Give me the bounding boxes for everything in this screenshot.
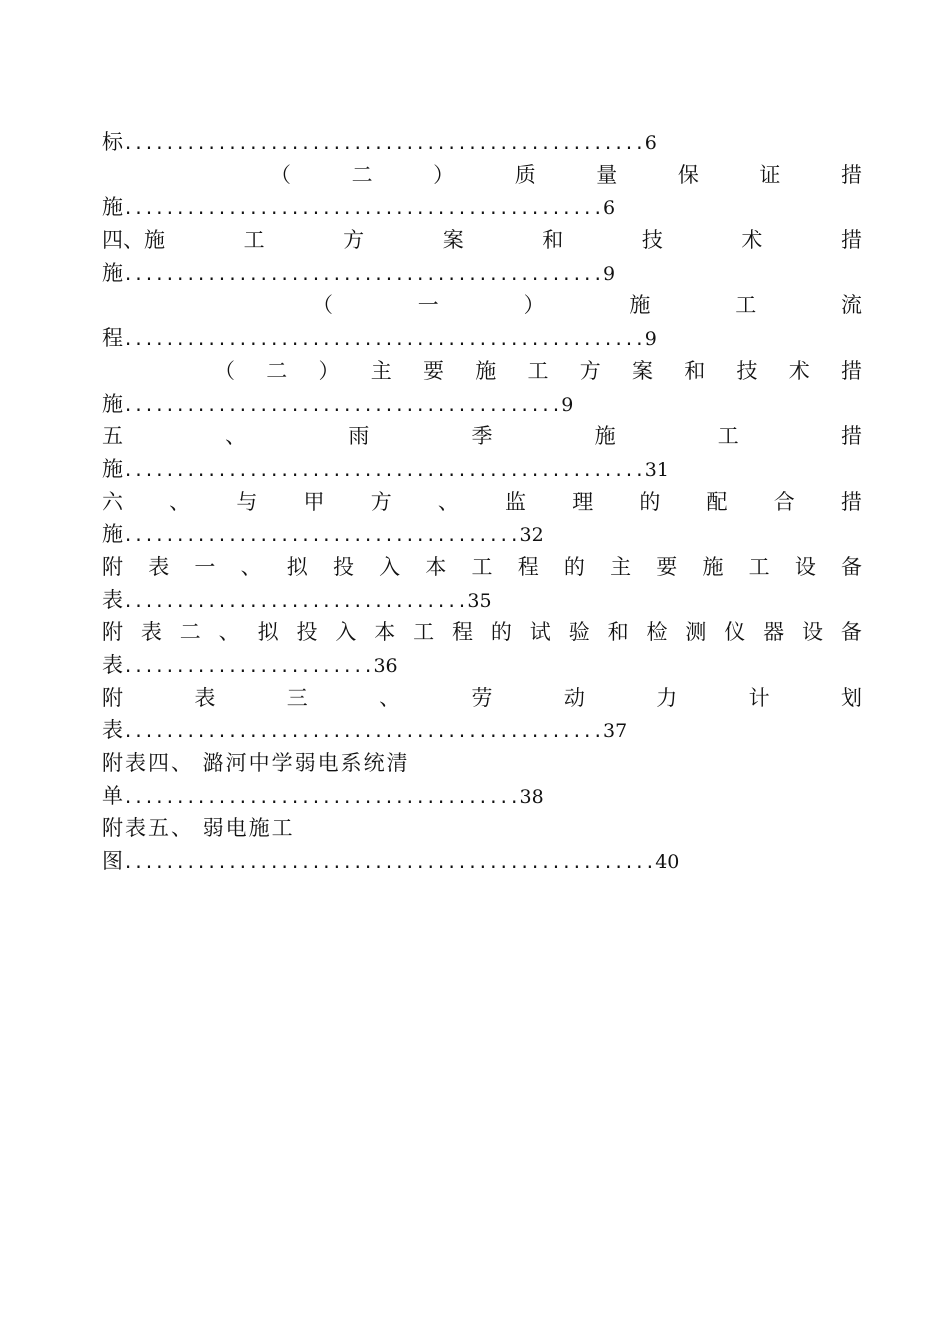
toc-line (102, 616, 862, 649)
toc-heading-char: 主 (610, 554, 632, 579)
toc-heading-end: 表 (102, 718, 123, 743)
toc-heading-char: 、 (240, 554, 262, 579)
toc-heading-char: 仪 (724, 620, 746, 645)
toc-heading-char: 术 (741, 228, 763, 253)
toc-line (102, 812, 862, 845)
dot-leader: .................................................. (123, 460, 645, 481)
toc-heading-char: 附 (102, 620, 123, 645)
page-number: 32 (519, 524, 544, 547)
toc-heading-char: 动 (563, 685, 585, 710)
toc-heading-end: 图 (102, 849, 123, 874)
toc-heading-char: 入 (379, 554, 401, 579)
toc-heading-char: 验 (568, 620, 590, 645)
toc-heading-char: 和 (684, 358, 706, 383)
toc-heading-char: 案 (442, 228, 464, 253)
page-number: 37 (603, 720, 628, 743)
toc-heading-char: 本 (425, 554, 447, 579)
toc-heading-char: 施 (475, 358, 497, 383)
toc-heading-char: 入 (335, 620, 357, 645)
dot-leader: .............................................. (123, 199, 604, 220)
toc-heading-char: 投 (296, 620, 318, 645)
toc-heading-char: 雨 (348, 424, 370, 449)
toc-line (102, 191, 862, 224)
toc-heading-char: 甲 (303, 489, 325, 514)
toc-heading-char: 、 (379, 685, 401, 710)
toc-line (102, 126, 862, 159)
toc-heading-char: 工 (527, 358, 549, 383)
page-number: 40 (655, 851, 680, 874)
toc-line (102, 682, 862, 715)
toc-line (102, 224, 862, 257)
page-number: 6 (644, 132, 657, 154)
toc-heading-char: 主 (370, 358, 392, 383)
toc-heading-char: 施 (702, 554, 724, 579)
toc-line (102, 159, 862, 192)
toc-heading-char: 要 (423, 358, 444, 383)
toc-line (102, 420, 862, 453)
toc-line (102, 714, 862, 747)
toc-heading-char: 与 (236, 489, 258, 514)
toc-heading-char: 表 (194, 685, 216, 710)
dot-leader: ........................ (123, 657, 374, 677)
toc-heading-char: 流 (840, 293, 862, 318)
toc-heading-char: 、 (218, 620, 240, 645)
dot-leader: ...................................... (123, 526, 520, 547)
toc-heading-end: 程 (102, 326, 123, 351)
dot-leader: ...................................... (123, 787, 520, 808)
toc-heading-end: 施 (102, 456, 123, 481)
toc-heading-char: 计 (748, 685, 770, 710)
toc-heading-char: 劳 (471, 685, 493, 710)
toc-heading-char: 本 (374, 620, 396, 645)
toc-heading-end: 表 (102, 653, 123, 677)
toc-heading-char: 技 (641, 228, 663, 253)
toc-heading-char: 方 (370, 489, 392, 514)
page-number: 6 (603, 197, 616, 220)
toc-heading-char: 合 (773, 489, 795, 514)
toc-line (102, 257, 862, 290)
toc-heading-char: 量 (596, 162, 618, 187)
toc-heading-char: 措 (840, 424, 862, 449)
dot-leader: .................................................. (123, 330, 645, 351)
toc-line (102, 388, 862, 421)
page-number: 35 (467, 589, 492, 612)
page-number: 9 (603, 262, 616, 285)
toc-heading-char: 和 (607, 620, 629, 645)
toc-heading-char: 、 (169, 489, 191, 514)
dot-leader: .................................................. (123, 134, 645, 154)
toc-heading-char: 方 (343, 228, 365, 253)
toc-heading: 附表五、 弱电施工 (102, 816, 295, 841)
toc-heading-char: 程 (517, 554, 539, 579)
dot-leader: .............................................. (123, 264, 604, 285)
toc-line (102, 518, 862, 551)
toc-heading-char: 投 (332, 554, 354, 579)
toc-heading-char: 附 (102, 554, 123, 579)
toc-heading-char: 工 (413, 620, 435, 645)
toc-heading-char: 二 (351, 162, 373, 187)
toc-heading-char: 拟 (257, 620, 279, 645)
toc-heading-char: 措 (841, 358, 862, 383)
toc-heading-char: 和 (542, 228, 564, 253)
toc-heading-char: 技 (736, 358, 758, 383)
toc-heading-end: 施 (102, 260, 123, 285)
toc-heading-char: 拟 (286, 554, 308, 579)
toc-heading-char: 设 (802, 620, 824, 645)
toc-heading-char: 、 (225, 424, 247, 449)
table-of-contents (102, 126, 862, 878)
toc-heading-char: 二 (266, 358, 288, 383)
toc-heading-char: 附 (102, 685, 123, 710)
toc-line (102, 322, 862, 355)
page-number: 9 (561, 393, 574, 416)
toc-line (102, 780, 862, 813)
toc-heading-char: 配 (706, 489, 728, 514)
toc-heading-end: 施 (102, 391, 123, 416)
dot-leader: ................................. (123, 591, 468, 612)
toc-heading-char: 措 (840, 489, 862, 514)
toc-heading-char: 备 (841, 554, 862, 579)
page-number: 31 (644, 458, 669, 481)
toc-heading-char: 季 (471, 424, 493, 449)
toc-heading-char: 的 (563, 554, 585, 579)
page-number: 36 (373, 655, 398, 677)
toc-heading-char: 二 (179, 620, 201, 645)
toc-heading-char: 理 (572, 489, 594, 514)
toc-line (102, 551, 862, 584)
toc-heading-char: 三 (286, 685, 308, 710)
toc-heading-char: （ (312, 293, 333, 318)
toc-heading-char: 质 (514, 162, 536, 187)
toc-heading-end: 施 (102, 522, 123, 547)
toc-heading-char: 器 (763, 620, 785, 645)
toc-heading-char: 设 (794, 554, 816, 579)
toc-heading-char: 措 (840, 162, 862, 187)
toc-line (102, 747, 862, 780)
toc-heading-char: 工 (748, 554, 770, 579)
toc-heading-char: 施 (629, 293, 651, 318)
toc-line (102, 453, 862, 486)
toc-line (102, 486, 862, 519)
toc-heading-char: 、 (437, 489, 459, 514)
toc-line (102, 355, 862, 388)
toc-heading-char: 测 (685, 620, 707, 645)
toc-heading-char: 一 (194, 554, 216, 579)
toc-heading-char: （ (270, 162, 291, 187)
toc-heading-char: 检 (646, 620, 668, 645)
toc-heading-char: 监 (505, 489, 527, 514)
toc-line (102, 289, 862, 322)
toc-heading-end: 标 (102, 130, 123, 154)
toc-heading: 附表四、 潞河中学弱电系统清 (102, 751, 410, 776)
toc-heading-char: 的 (490, 620, 512, 645)
toc-heading-char: 程 (452, 620, 474, 645)
toc-heading-char: 方 (579, 358, 601, 383)
toc-heading-char: 保 (677, 162, 699, 187)
toc-heading-char: ） (318, 358, 340, 383)
toc-line (102, 584, 862, 617)
toc-heading-char: 术 (788, 358, 810, 383)
toc-heading-char: 工 (471, 554, 493, 579)
toc-heading-char: 表 (140, 620, 162, 645)
toc-line (102, 845, 862, 878)
dot-leader: ................................................... (123, 853, 656, 874)
dot-leader: .............................................. (123, 722, 604, 743)
toc-heading-char: 五 (102, 424, 123, 449)
toc-heading-char: 试 (529, 620, 551, 645)
toc-heading-char: 备 (840, 620, 862, 645)
toc-heading-char: （ (214, 358, 235, 383)
toc-line (102, 649, 862, 682)
toc-heading-char: 划 (841, 685, 862, 710)
toc-heading-char: 工 (735, 293, 757, 318)
toc-heading-char: 四、施 (102, 228, 165, 253)
toc-heading-char: 措 (840, 228, 862, 253)
toc-heading-char: 一 (417, 293, 439, 318)
toc-heading-char: 六 (102, 489, 123, 514)
toc-heading-char: 施 (594, 424, 616, 449)
toc-heading-char: 要 (656, 554, 678, 579)
page-number: 9 (644, 328, 657, 351)
dot-leader: .......................................... (123, 395, 562, 416)
toc-heading-char: ） (523, 293, 545, 318)
toc-heading-char: 案 (632, 358, 653, 383)
toc-heading-char: 工 (717, 424, 739, 449)
toc-heading-end: 施 (102, 195, 123, 220)
toc-heading-char: 工 (243, 228, 265, 253)
toc-heading-char: ） (433, 162, 455, 187)
toc-heading-end: 表 (102, 587, 123, 612)
toc-heading-char: 力 (656, 685, 678, 710)
toc-heading-char: 证 (759, 162, 781, 187)
page-number: 38 (519, 785, 544, 808)
toc-heading-char: 的 (639, 489, 661, 514)
toc-heading-char: 表 (148, 554, 170, 579)
toc-heading-end: 单 (102, 783, 123, 808)
